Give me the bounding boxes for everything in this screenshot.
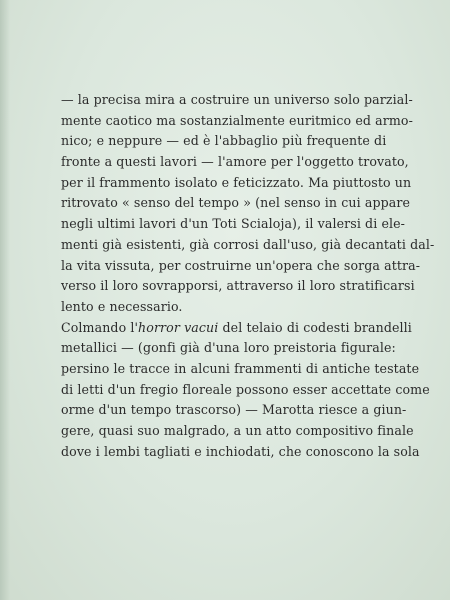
page-edge-shadow xyxy=(0,0,10,600)
text-line-2: mente caotico ma sostanzialmente euritmico ed armo- xyxy=(61,112,413,128)
text-line-5: per il frammento isolato e feticizzato. Ma piuttosto un xyxy=(61,174,412,190)
text-line-13: metallici — (gonfi già d'una loro preistoria figurale: xyxy=(61,340,396,356)
text-line-17: gere, quasi suo malgrado, a un atto compositivo finale xyxy=(61,423,414,438)
text-line-6: ritrovato « senso del tempo » (nel senso in cui appare xyxy=(61,195,411,211)
text-line-11: lento e necessario. xyxy=(61,298,183,314)
text-line-1: — la precisa mira a costruire un universo solo parzial- xyxy=(61,92,413,107)
text-line-14: persino le tracce in alcuni frammenti di antiche testate xyxy=(61,360,420,376)
italic-term: horror vacui xyxy=(138,319,219,335)
text-line-8: menti già esistenti, già corrosi dall'uso, già decantati dal- xyxy=(61,236,435,252)
text-segment: del telaio di codesti brandelli xyxy=(218,319,412,335)
body-text xyxy=(61,90,435,462)
text-line-9: la vita vissuta, per costruirne un'opera che sorga attra- xyxy=(61,257,421,273)
text-line-15: di letti d'un fregio floreale possono esser accettate come xyxy=(61,381,430,397)
text-line-12 xyxy=(61,318,412,339)
text-line-18: dove i lembi tagliati e inchiodati, che conoscono la sola xyxy=(61,443,420,459)
text-line-10: verso il loro sovrapporsi, attraverso il loro stratificarsi xyxy=(61,278,415,294)
text-line-4: fronte a questi lavori — l'amore per l'oggetto trovato, xyxy=(61,154,409,170)
text-line-16: orme d'un tempo trascorso) — Marotta riesce a giun- xyxy=(61,402,407,418)
text-segment: Colmando l' xyxy=(61,319,139,335)
text-line-7: negli ultimi lavori d'un Toti Scialoja), il valersi di ele- xyxy=(61,216,406,232)
text-line-3: nico; e neppure — ed è l'abbaglio più frequente di xyxy=(61,133,387,149)
